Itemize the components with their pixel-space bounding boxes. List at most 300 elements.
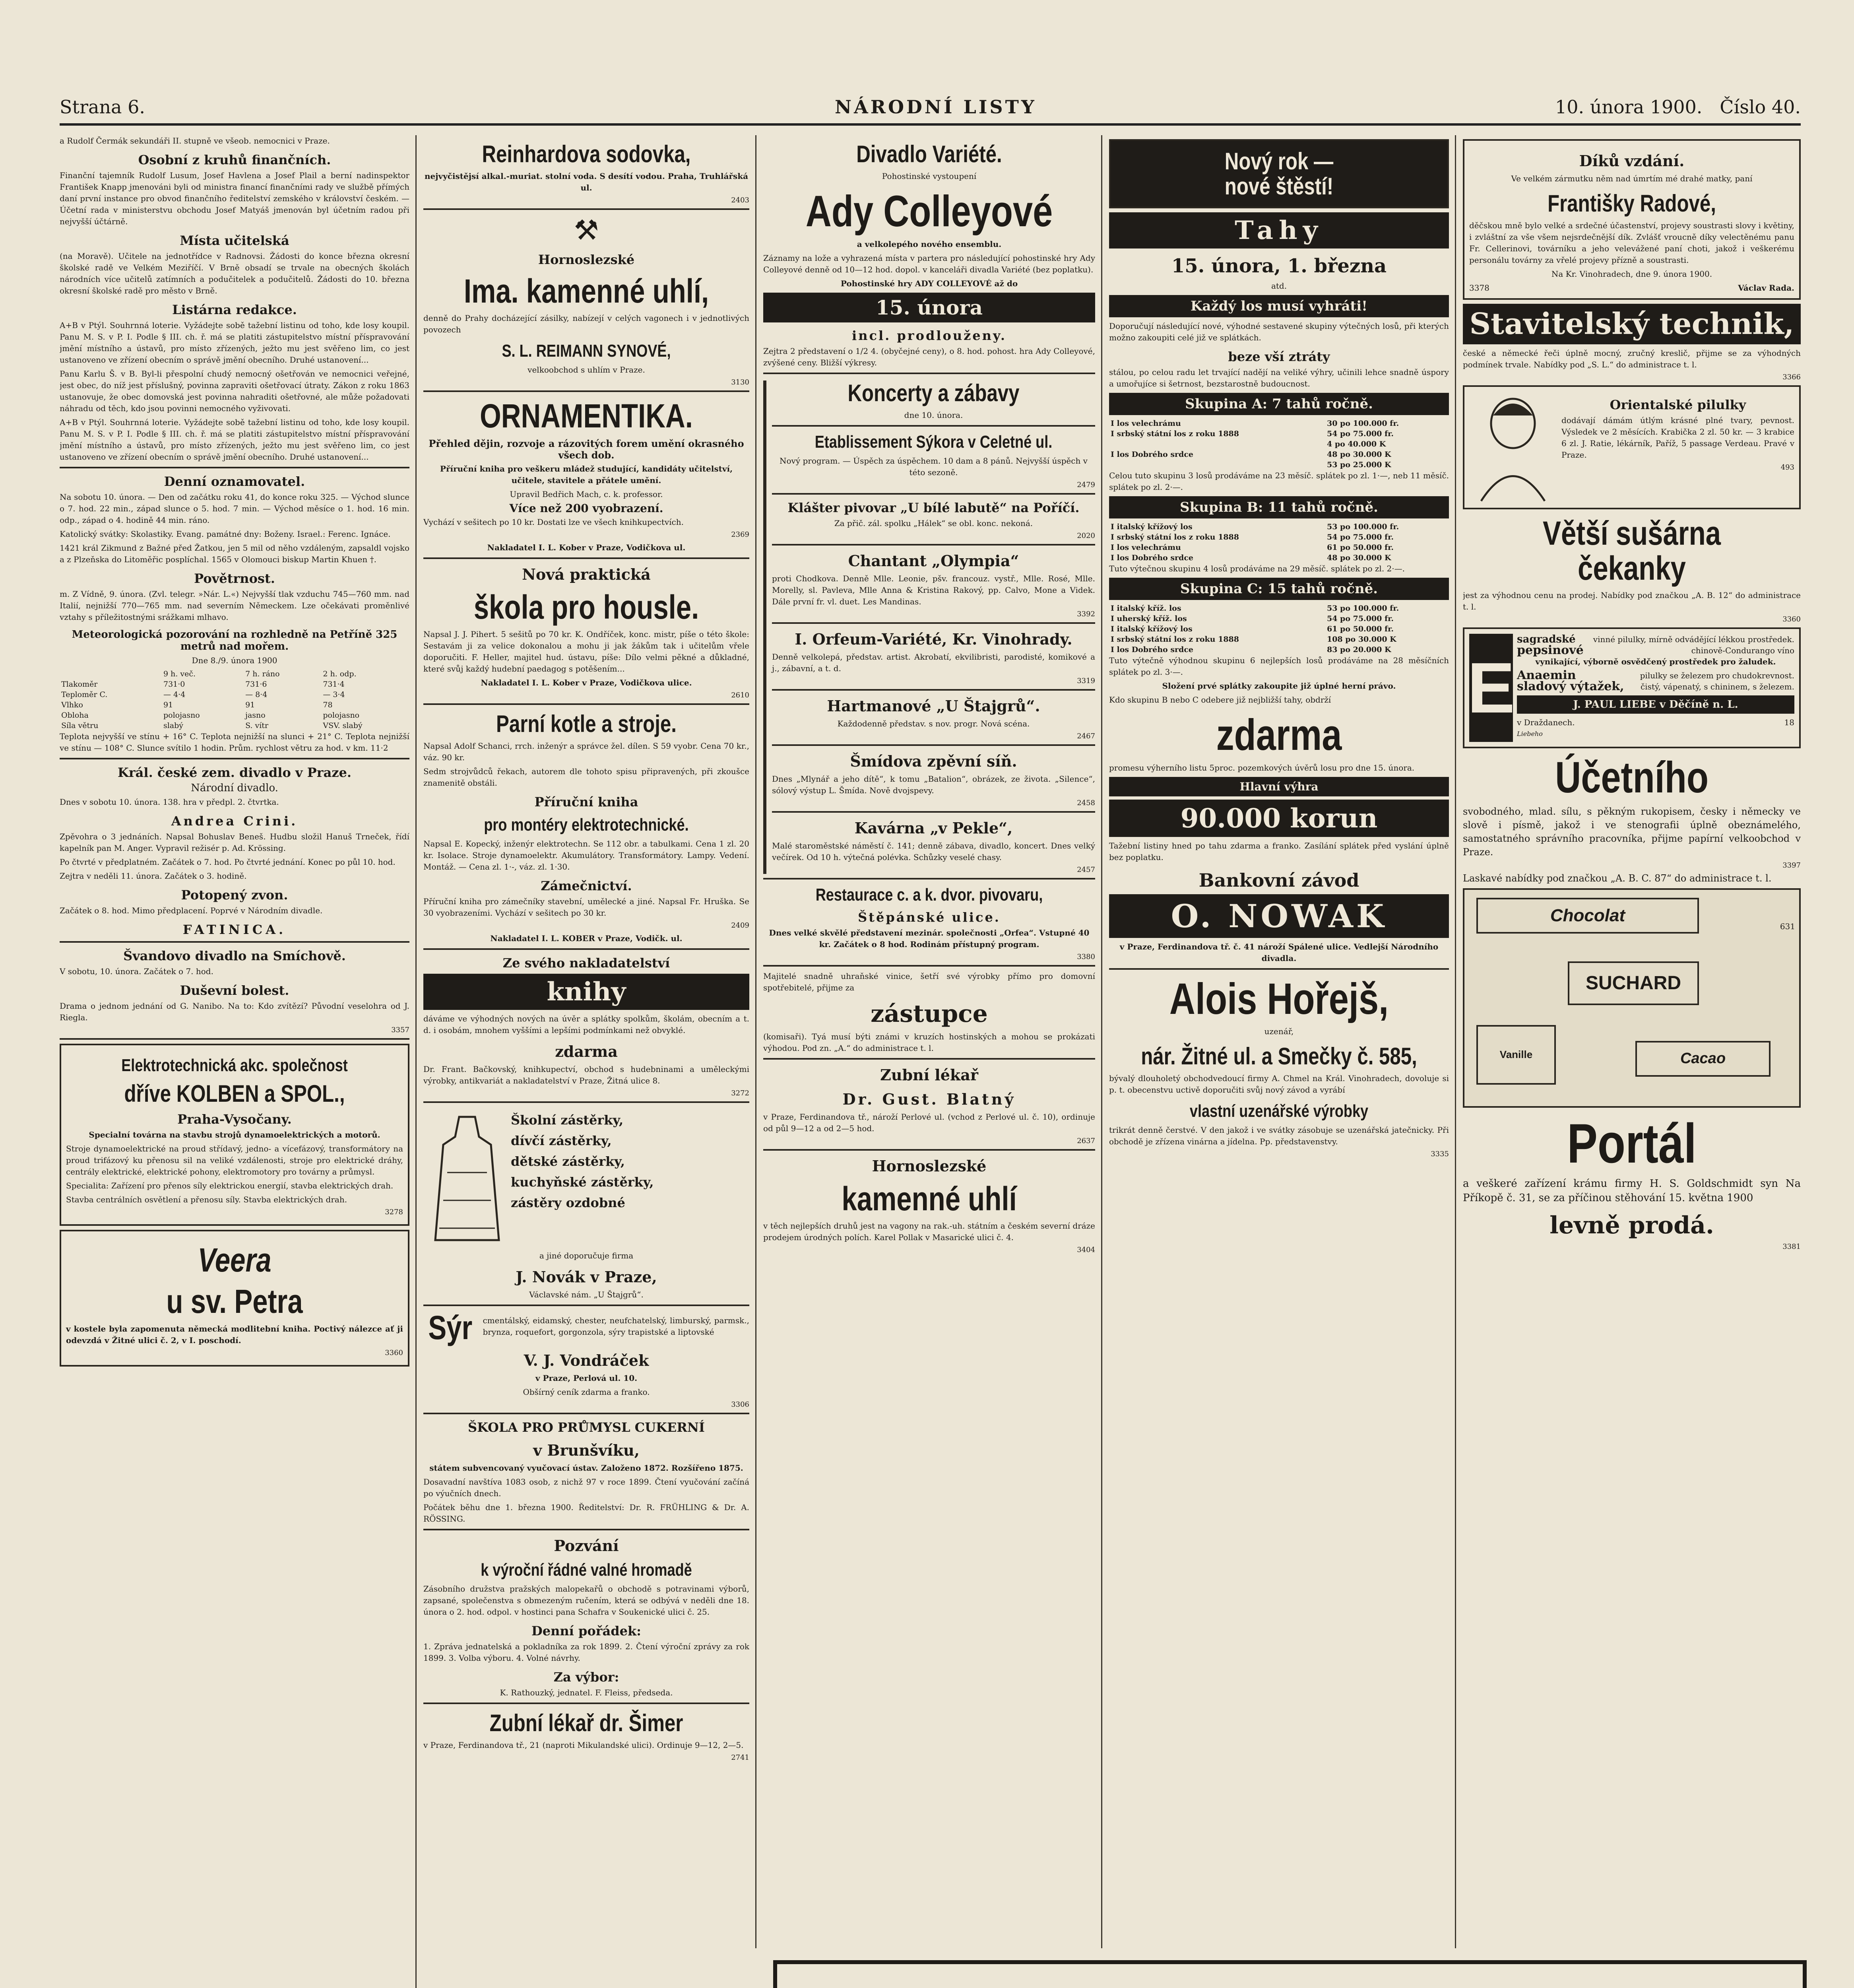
text-block: v kostele byla zapomenuta německá modlitební kniha. Poctivý nálezce ať ji odevzdá v Žitné ulici č. 2, v I. poschodí. (66, 1324, 403, 1345)
text-block: Nakladatel I. L. KOBER v Praze, Vodičk. ul. (490, 933, 683, 943)
column-3 (763, 135, 1095, 1948)
ad-subheading: Hlavní výhra (1109, 777, 1449, 796)
text-block: a jiné doporučuje firma (539, 1250, 634, 1260)
text-block: atd. (1271, 281, 1287, 291)
table-cell: 54 po 75.000 fr. (1327, 533, 1394, 542)
text-block: A+B v Ptýl. Souhrnná loterie. Vyžádejte sobě tažební listinu od toho, kde losy koupil. Panu M. S. v P. I. Podle § III. ch. ř. má se platiti zástupitelstvo místní příspravování jmění místního a ústavů, pro místo zřízených, ježto mu jest svěřeno lim, co jest ustanoveno ve zřízení obecním o správě jmění obecního. Druhé ustanovení... (60, 320, 409, 365)
text-block: Napsal Adolf Schanci, rrch. inženýr a správce žel. dílen. S 59 vyobr. Cena 70 kr., váz. 90 kr. (423, 741, 749, 762)
text-block: m. Z Vídně, 9. února. (Zvl. telegr. »Nár. L.«) Nejvyšší tlak vzduchu 745—760 mm. nad Italií, nejnižší 770—765 mm. nad severním Německem. Lze očekávati proměnlivé vztahy s příležitostnými srážkami mlhavo. (60, 589, 409, 622)
divider (772, 622, 1095, 624)
ad-headline: zástupce (871, 1000, 988, 1028)
text-block: promesu výherního listu 5proc. pozemkových úvěrů losu pro dne 15. února. (1109, 763, 1415, 773)
divider (60, 941, 409, 943)
page-number: Strana 6. (60, 96, 145, 118)
ad-headline: Větší sušárna čekanky (1543, 514, 1721, 587)
ad-headline: Reinhardova sodovka, (482, 141, 691, 167)
ad-line: Anaemin (1517, 668, 1576, 683)
ad-orient (1463, 385, 1801, 509)
ad-headline: vlastní uzenářské výrobky (1189, 1101, 1369, 1121)
letter-e-icon: E (1469, 634, 1513, 742)
ad-veera (60, 1230, 409, 1366)
text-block: Tuto výtečnou skupinu 4 losů prodáváme na 29 měsíč. splátek po zl. 2·—. (1109, 564, 1405, 573)
ad-subheading: J. Novák v Praze, (516, 1268, 657, 1286)
table-row (60, 710, 409, 720)
ad-headline: Ady Colleyové (805, 187, 1053, 236)
play-title: FATINICA. (182, 922, 287, 937)
text-block: vynikající, výborně osvědčený prostředek pro žaludek. (1535, 657, 1776, 667)
ad-headline: Restaurace c. a k. dvor. pivovaru, (815, 885, 1043, 905)
apron-illustration (423, 1107, 511, 1250)
ad-number: 2457 (1077, 865, 1095, 874)
table-cell: — 4·4 (163, 690, 186, 699)
liebe-row (1517, 681, 1794, 692)
ad-number: 2369 (731, 530, 749, 539)
text-block: Dnes velké skvělé představení mezinár. společnosti „Orfea“. Vstupné 40 kr. Začátek o 8 hod. Rodinám přístupný program. (769, 928, 1090, 949)
table-row (1109, 460, 1449, 470)
ad-headline: Sýr (428, 1309, 473, 1346)
table-cell: 61 po 50.000 fr. (1327, 625, 1394, 633)
lottery-table-a (1109, 418, 1449, 470)
divider (772, 744, 1095, 746)
ad-headline: Parní kotle a stroje. (496, 710, 677, 737)
text-block: 1. Zpráva jednatelská a pokladníka za rok 1899. 2. Čtení výroční zprávy za rok 1899. 3. Volba výboru. 4. Volné návrhy. (423, 1642, 749, 1663)
table-cell: VSV. slabý (323, 721, 363, 730)
text-block: denně do Prahy docházející zásilky, nabízejí v celých vagonech i v jednotlivých povozech (423, 313, 749, 335)
ad-subheading: I. Orfeum-Variété, Kr. Vinohrady. (795, 630, 1072, 648)
text-block: Zpěvohra o 3 jednáních. Napsal Bohuslav Beneš. Hudbu složil Hanuš Trneček, řídí kapelník pan M. Anger. Vypravil režisér p. Ad. Krössing. (60, 832, 409, 853)
text-block: dáváme ve výhodných nových na úvěr a splátky spolkům, školám, obecním a t. d. i osobám, mnohem vyššími a lepšími podmínkami než obvyklé. (423, 1013, 749, 1035)
ad-subheading: Zámečnictví. (541, 878, 632, 893)
liebe-text (1517, 634, 1794, 742)
text-block: Majitelé snadně uhraňské vinice, šetří své výrobky přímo pro domovní spotřebitelé, přijme za (763, 971, 1095, 992)
divider (423, 1413, 749, 1414)
table-cell: I los velechrámu (1111, 419, 1181, 428)
chocolat-label: Chocolat (1476, 898, 1699, 934)
ad-subheading: beze vší ztráty (1228, 349, 1330, 364)
text-block: Pohostinské vystoupení (882, 171, 977, 181)
table-row (1109, 613, 1449, 624)
ad-newyear-banner (1109, 139, 1449, 208)
text-block: jest za výhodnou cenu na prodej. Nabídky pod značkou „A. B. 12“ do administrace t. l. (1463, 590, 1801, 612)
ad-subheading: v Brunšvíku, (533, 1441, 640, 1460)
table-cell: 61 po 50.000 fr. (1327, 543, 1394, 552)
table-cell: Teploměr C. (61, 690, 108, 699)
table-row (1109, 553, 1449, 563)
ad-number: 3380 (1077, 952, 1095, 961)
divider (772, 493, 1095, 495)
table-cell: I los Dobrého srdce (1111, 645, 1193, 654)
text-block: a veškeré zařízení krámu firmy H. S. Goldschmidt syn Na Příkopě č. 31, se za příčinou stěhování 15. května 1900 (1463, 1177, 1801, 1204)
page-header (60, 91, 1801, 126)
text-block: v Praze, Ferdinandova tř. č. 41 nároží Spálené ulice. Vedlejší Národního divadla. (1119, 942, 1439, 963)
section-heading: Král. české zem. divadlo v Praze. (118, 765, 351, 780)
text-block: v Draždanech. (1517, 718, 1575, 728)
ad-line: zástěry ozdobné (511, 1195, 625, 1210)
table-row (1109, 603, 1449, 613)
ad-headline: Ima. kamenné uhlí, (464, 272, 709, 310)
text-block: Napsal E. Kopecký, inženýr elektrotechn. Se 112 obr. a tabulkami. Cena 1 zl. 20 kr. Isolace. Stroje dynamoelektr. Akumulátory. Transformátory. Lampy. Vedení. Montáž. — Cena zl. 1·-, váz. zl. 1·30. (423, 839, 749, 872)
orient-text (1561, 392, 1794, 503)
text-block: chinově-Condurango víno (1691, 646, 1794, 656)
ad-headline: Každý los musí vyhráti! (1109, 295, 1449, 317)
brand-name: Liebeho (1517, 730, 1543, 738)
table-cell: 91 (163, 701, 173, 709)
text-block: Doporučují následující nové, výhodné sestavené skupiny výtečných losů, při kterých možno zakoupiti celé již ve splátkách. (1109, 321, 1449, 342)
ad-headline: u sv. Petra (166, 1283, 303, 1320)
obituary-thanks-notice (773, 1960, 1807, 1988)
ad-headline: Portál (1567, 1112, 1697, 1175)
divider (423, 703, 749, 705)
text-block: svobodného, mlad. sílu, s pěkným rukopisem, česky i německy ve slově i písmě, jakož i ve stenografii úplně obeznámelého, samostatného správního pracovníka, přijme papírní velkoobchod v Praze. (1463, 806, 1801, 858)
text-block: Vychází v sešitech po 10 kr. Dostati lze ve všech knihkupectvích. (423, 517, 684, 527)
text-block: Teplota nejvyšší ve stínu + 16° C. Teplota nejnižší na slunci + 21° C. Teplota nejnižší ve stínu — 108° C. Slunce svítilo 1 hodin. Prům. rychlost větru za hod. v km. 11·2 (60, 732, 409, 753)
ad-subheading: Pozvání (554, 1537, 619, 1555)
text-block: Začátek o 8. hod. Mimo předplacení. Poprvé v Národním divadle. (60, 906, 323, 915)
text-block: Každodenně představ. s nov. progr. Nová scéna. (837, 718, 1030, 728)
table-cell: S. vítr (245, 721, 269, 730)
table-cell: I srbský státní los z roku 1888 (1111, 635, 1239, 644)
ad-number: 3335 (1431, 1150, 1449, 1159)
text-block: Nový program. — Úspěch za úspěchem. 10 dam a 8 pánů. Nejvyšší úspěch v této sezoně. (780, 456, 1088, 477)
text-block: bývalý dlouholetý obchodvedoucí firmy A. Chmel na Král. Vinohradech, dovoluje si p. t. obecenstvu uctivě doporučiti svůj nový závod a vyrábí (1109, 1074, 1449, 1095)
table-cell: 91 (245, 701, 255, 709)
text-block: cmentálský, eidamský, chester, neufchatelský, limburský, parmsk., brynza, roquefort, gorgonzola, sýry trapistské a liptovské (483, 1316, 749, 1337)
ad-subheading: Štěpánské ulice. (858, 909, 1001, 925)
text-block: Dnes v sobotu 10. února. 138. hra v předpl. 2. čtvrtka. (60, 797, 279, 807)
text-block: Tažební listiny hned po tahu zdarma a franko. Zasílání splátek před vyslání úplně bez poplatku. (1109, 841, 1449, 862)
divider (763, 1149, 1095, 1151)
ad-headline: Divadlo Variété. (856, 141, 1002, 167)
text-block: K. Rathouzký, jednatel. F. Fleiss, předseda. (500, 1688, 673, 1698)
text-block: vinné pilulky, mírně odvádějící lékkou prostředek. (1593, 635, 1794, 645)
column-rule (415, 135, 417, 1988)
hammers-icon: ⚒ (574, 214, 599, 247)
ad-headline: Veera (198, 1241, 272, 1279)
text-block: Malé staroměstské náměstí č. 141; denně zábava, divadlo, koncert. Dnes velký večírek. Od 10 h. výtečná polévka. Schůzky veselé chasy. (772, 841, 1095, 862)
ad-headline: kamenné uhlí (842, 1180, 1017, 1217)
text-block: Obšírný ceník zdarma a franko. (523, 1387, 650, 1397)
section-heading: Osobní z kruhů finančních. (138, 152, 331, 167)
ad-subheading: Chantant „Olympia“ (848, 551, 1019, 570)
divider (763, 373, 1095, 374)
table-cell: Síla větru (61, 721, 99, 730)
table-row (1109, 418, 1449, 429)
table-cell: 2 h. odp. (323, 670, 357, 678)
subheading: Národní divadlo. (191, 782, 278, 794)
vanille-label: Vanille (1476, 1025, 1556, 1085)
text-block: pilulky se železem pro chudokrevnost. (1640, 671, 1794, 681)
ad-number: 2467 (1077, 732, 1095, 740)
text-block: Stavba centrálních osvětlení a přenosu síly. Stavba elektrických drah. (66, 1195, 347, 1205)
text-block: Příruční kniha pro zámečníky stavební, umělecké a jiné. Napsal Fr. Hruška. Se 30 vyobrazeními. Vychází v sešitech po 30 kr. (423, 896, 749, 918)
table-cell: 48 po 30.000 K (1327, 450, 1391, 459)
ad-line: sladový výtažek, (1517, 679, 1624, 694)
text-block: české a německé řeči úplně mocný, zručný kreslič, přijme se za výhodných podmínek trvale. Nabídky pod „S. L.“ do administrace t. l. (1463, 348, 1801, 369)
ad-line: dětské zástěrky, (511, 1153, 625, 1169)
ad-number: 3392 (1077, 610, 1095, 618)
table-cell: 731·4 (323, 680, 345, 689)
text-block: čistý, vápenatý, s chininem, s železem. (1640, 682, 1794, 692)
text-block: trikrát denně čerstvé. V den jakož i ve svátky zásobuje se uzenářská jatečnicky. Při obchodě je zřízena vinárna a jídelna. Pp. představenstvy. (1109, 1125, 1449, 1147)
table-cell: polojasno (163, 711, 200, 720)
group-heading: Skupina C: 15 tahů ročně. (1109, 578, 1449, 600)
table-row (1109, 634, 1449, 645)
text-block: Václavské nám. „U Štajgrů“. (529, 1289, 644, 1299)
ad-headline: Františky Radové, (1548, 190, 1716, 217)
text-block: Po čtvrté v předplatném. Začátek o 7. hod. Po čtvrté jednání. Konec po půl 10. hod. (60, 857, 396, 867)
text-block: Tuto výtečně výhodnou skupinu 6 nejlepších losů prodáváme na 28 měsíčních splátek po zl. 3·—. (1109, 656, 1449, 677)
ad-subheading: ŠKOLA PRO PRŮMYSL CUKERNÍ (467, 1420, 705, 1435)
ad-headline: 90.000 korun (1109, 800, 1449, 837)
table-cell: 731·6 (245, 680, 267, 689)
ad-number: 493 (1780, 463, 1794, 472)
text-block: dodávají dámám útlým krásné plné tvary, pevnost. Výsledek ve 2 měsících. Krabička 2 zl. 50 kr. — 3 krabice 6 zl. J. Ratie, lékárník, Paříž, 5 passage Verdeau. Pravé v Praze. (1561, 415, 1794, 460)
lottery-table-b (1109, 522, 1449, 563)
text-block: Pohostinské hry ADY COLLEYOVÉ až do (840, 278, 1018, 288)
ad-number: 3360 (385, 1348, 403, 1357)
text-block: uzenář, (1264, 1027, 1294, 1036)
section-heading: Povětrnost. (194, 571, 275, 586)
ad-headline: Stavitelský technik, (1463, 304, 1801, 344)
table-cell: I srbský státní los z roku 1888 (1111, 429, 1239, 438)
text-block: Dnes „Mlynář a jeho dítě“, k tomu „Batalion“, obrázek, ze života. „Silence“, sólový výstup L. Šmída. Nově dvojspevy. (772, 774, 1095, 795)
ad-number: 2458 (1077, 798, 1095, 807)
table-cell (1109, 439, 1325, 449)
ad-headline: pro montéry elektrotechnické. (484, 815, 689, 835)
text-block: Laskavé nabídky pod značkou „A. B. C. 87“ do administrace t. l. (1463, 872, 1772, 884)
table-cell: Tlakoměr (61, 680, 98, 689)
ad-subheading: V. J. Vondráček (524, 1351, 649, 1370)
ad-number: 3381 (1782, 1242, 1801, 1251)
ad-headline: 15. února (763, 293, 1095, 322)
divider (772, 544, 1095, 546)
text-block: Záznamy na lože a vyhrazená místa v partera pro následující pohostinské hry Ady Colleyové denně od 10—12 hod. dopol. v kanceláři divadla Variété (bez poplatku). (763, 253, 1095, 274)
table-cell: I italský křížový los (1111, 522, 1193, 531)
text-block: Specialita: Zařízení pro přenos síly elektrickou energií, stavba elektrických drah. (66, 1181, 394, 1191)
divider (772, 425, 1095, 427)
table-row (1109, 449, 1449, 460)
suchard-label: SUCHARD (1568, 961, 1699, 1005)
column-rule (1455, 135, 1456, 1948)
table-row (1109, 624, 1449, 634)
ad-number: 18 (1784, 718, 1794, 728)
divider (423, 1529, 749, 1530)
ad-subheading: Šmídova zpěvní síň. (850, 752, 1017, 770)
play-title: Duševní bolest. (180, 983, 289, 998)
ad-headline: Tahy (1109, 212, 1449, 248)
text-block: Nakladatel I. L. Kober v Praze, Vodičkova ul. (487, 542, 686, 552)
text-block: Na Kr. Vinohradech, dne 9. února 1900. (1551, 269, 1712, 279)
ad-subheading: zdarma (555, 1042, 618, 1060)
divider (423, 1305, 749, 1306)
text-block: Celou tuto skupinu 3 losů prodáváme na 23 měsíč. splátek po zl. 1·—, neb 11 měsíč. splátek po zl. 2·—. (1109, 471, 1449, 492)
ad-headline: Etablissement Sýkora v Celetné ul. (815, 432, 1053, 452)
table-cell: 53 po 25.000 K (1327, 460, 1391, 469)
signature-row (1469, 282, 1794, 293)
ad-number: 3378 (1469, 283, 1489, 293)
divider (423, 390, 749, 392)
text-block: Napsal J. J. Pihert. 5 sešitů po 70 kr. K. Ondříček, konc. mistr, píše o této škole: Sestavám ji za velice dokonalou a mohu ji jak žákům tak i učitelům vřele doporučiti. F. Heller, majitel hud. ústavu, píše: Dílo velmi pěkné a důkladné, které svůj každý hudební paedagog s potěšením... (423, 629, 749, 674)
ad-subheading: Denní pořádek: (531, 1623, 641, 1639)
ad-number: 3272 (731, 1089, 749, 1097)
table-cell: 54 po 75.000 fr. (1327, 429, 1394, 438)
text-block: státem subvencovaný vyučovací ústav. Založeno 1872. Rozšířeno 1875. (429, 1463, 743, 1473)
table-cell: Oblohа (61, 711, 89, 720)
ad-number: 631 (1780, 921, 1795, 931)
text-block: Za přič. zál. spolku „Hálek“ se obl. konc. nekoná. (834, 518, 1033, 528)
divider (763, 965, 1095, 967)
table-cell: 48 po 30.000 K (1327, 553, 1391, 562)
text-block: Upravil Bedřich Mach, c. k. professor. (510, 489, 663, 499)
dress-icon (431, 1113, 503, 1244)
table-cell: I italský křížový los (1111, 625, 1193, 633)
ad-subheading: Hornoslezské (538, 252, 635, 267)
table-row (60, 720, 409, 731)
text-block: Stroje dynamoelektrické na proud střídavý, jedno- a vícefázový, transformátory na proud trifázový ku přenosu sil na veliké vzdálenosti, stroje pro elektrické dráhy, centrály elektrické, elektrické pohony, elektromotory pro továrny a průmysl. (66, 1144, 403, 1177)
text-block: Více než 200 vyobrazení. (509, 501, 663, 515)
table-row (60, 700, 409, 710)
ad-subheading: Příruční kniha (534, 794, 638, 810)
column-rule (1101, 135, 1102, 1948)
text-block: Dosavadní navštíva 1083 osob, z nichž 97 v roce 1899. Čtení vyučování začíná po výučních dnech. (423, 1477, 749, 1499)
table-row (1109, 439, 1449, 449)
group-heading: Skupina B: 11 tahů ročně. (1109, 496, 1449, 518)
text-block: Ve velkém zármutku něm nad úmrtím mé drahé matky, paní (1511, 174, 1753, 183)
text-block: a Rudolf Čermák sekundáři II. stupně ve všeob. nemocnici v Praze. (60, 136, 330, 146)
ad-line: pepsinové (1517, 643, 1584, 658)
ad-headline: S. L. REIMANN SYNOVÉ, (502, 341, 671, 361)
ad-subheading: J. PAUL LIEBE v Děčíně n. L. (1517, 695, 1794, 714)
text-block: A+B v Ptýl. Souhrnná loterie. Vyžádejte sobě tažební listinu od toho, kde losy koupil. Panu M. S. v P. I. Podle § III. ch. ř. má se platiti zástupitelstvo místní příspravování jmění místního a ústavů, pro místo zřízených, ježto mu jest svěřeno lim, co jest ustanoveno ve zřízení obecním o správě jmění obecního. Druhé ustanovení... (60, 417, 409, 462)
table-row (1109, 542, 1449, 553)
table-cell: 7 h. ráno (245, 670, 280, 678)
table-cell: Vlhko (61, 701, 83, 709)
table-row (1109, 429, 1449, 439)
table-row (60, 669, 409, 679)
column-4 (1109, 135, 1449, 1948)
table-row (1109, 522, 1449, 532)
table-cell: I italský kříž. los (1111, 604, 1181, 613)
weather-table (60, 669, 409, 731)
table-cell: 53 po 100.000 fr. (1327, 604, 1399, 613)
text-block: v těch nejlepších druhů jest na vagony na rak.-uh. státním a českém severní dráze prodejem úrodných polích. Karel Pollak v Masarické ulici č. 4. (763, 1221, 1095, 1242)
ad-number: 2479 (1077, 480, 1095, 489)
ad-headline: Nový rok — (1224, 148, 1334, 175)
ad-number: 3397 (1782, 861, 1801, 870)
newspaper-title: NÁRODNÍ LISTY (835, 96, 1037, 118)
text-block: proti Chodkova. Denně Mlle. Leonie, pšv. francouz. vystř., Mlle. Rosé, Mlle. Morelly, sl. Pavleva, Mlle Anna & Kristina Rakový, pp. Calvo, Mone a Videk. Dále první fr. vl. duet. Les Mandinas. (772, 573, 1095, 606)
divider (423, 1703, 749, 1704)
table-cell: 108 po 30.000 K (1327, 635, 1396, 644)
text-block: nejvyčistějsí alkal.-muriat. stolní voda. S desítí vodou. Praha, Truhlářská ul. (424, 171, 749, 192)
ad-number: 2403 (731, 196, 749, 204)
ad-headline: Účetního (1555, 753, 1709, 802)
text-block: Přehled dějin, rozvoje a rázovitých forem umění okrasného všech dob. (429, 437, 744, 461)
ad-headline: nár. Žitné ul. a Smečky č. 585, (1141, 1043, 1417, 1070)
ad-subheading: Hornoslezské (872, 1157, 987, 1175)
ad-number: 3306 (731, 1400, 749, 1409)
ad-subheading: Praha-Vysočany. (177, 1112, 292, 1127)
column-2 (423, 135, 749, 1988)
ad-subheading: Orientalské pilulky (1610, 397, 1746, 412)
text-block: (na Moravě). Učitele na jednotřídce v Radnovsi. Žádosti do konce března okresní školské radě ve Velkém Meziříčí. V Brně obsadí se trvale na obecných školách národních více učitelů zatímních a podučitelek a podučitelů. Žádosti do 10. března okresní školské radě pro město v Brně. (60, 251, 409, 295)
text-block: dne 10. února. (904, 410, 963, 420)
ad-headline: Dr. Gust. Blatný (842, 1090, 1016, 1108)
table-cell: 4 po 40.000 K (1327, 440, 1386, 448)
divider (1109, 968, 1449, 970)
ad-subheading: incl. prodlouženy. (852, 328, 1007, 343)
ad-subheading: Bankovní závod (1199, 869, 1359, 891)
ad-headline: k výroční řádné valné hromadě (481, 1560, 692, 1580)
table-cell: 83 po 20.000 K (1327, 645, 1391, 654)
ad-headline: Zubní lékař dr. Šimer (489, 1710, 683, 1737)
play-title: Potopený zvon. (181, 887, 288, 903)
ad-liebe (1463, 627, 1801, 748)
ad-headline: ORNAMENTIKA. (480, 397, 693, 435)
divider (60, 758, 409, 759)
ad-subheading: Hartmanové „U Štajgrů“. (827, 697, 1040, 715)
divider (423, 557, 749, 559)
table-cell: I los velechrámu (1111, 543, 1181, 552)
ad-subheading: Ze svého nakladatelství (502, 955, 670, 971)
table-cell: 30 po 100.000 fr. (1327, 419, 1399, 428)
column-rule (755, 135, 756, 1948)
ad-headline: Alois Hořejš, (1169, 974, 1389, 1023)
ad-number: 3130 (731, 378, 749, 387)
divider (763, 878, 1095, 879)
lottery-table-c (1109, 603, 1449, 655)
ad-suchard (1463, 888, 1801, 1108)
text-block: Denně velkolepá, představ. artist. Akrobatí, ekvilibristi, parodisté, komikové a j., zábavní, a t. d. (772, 652, 1095, 673)
ad-number: 2637 (1077, 1136, 1095, 1145)
table-cell: 731·0 (163, 680, 185, 689)
ad-headline: levně prodá. (1550, 1211, 1714, 1239)
ad-number: 3360 (1782, 615, 1801, 624)
ad-cheese (423, 1310, 749, 1345)
ad-number: 2610 (731, 691, 749, 699)
text-block: Složení prvé splátky zakoupite již úplné herní právo. (1162, 681, 1396, 691)
ad-headline: škola pro housle. (473, 588, 699, 626)
liebe-row (1517, 645, 1794, 656)
divider (423, 208, 749, 210)
ad-aprons (423, 1107, 749, 1250)
column-1 (60, 135, 409, 1988)
section-heading: Listárna redakce. (172, 302, 297, 317)
ad-number: 3404 (1077, 1246, 1095, 1254)
ad-subheading: Klášter pivovar „U bílé labutě“ na Poříčí. (787, 500, 1080, 515)
divider (423, 948, 749, 950)
ad-headline: nové štěstí! (1224, 173, 1334, 200)
text-block: Dr. Frant. Bačkovský, knihkupectví, obchod s hudebninami a uměleckými výrobky, antikvariát a nakladatelství v Praze, Žitná ulice 8. (423, 1064, 749, 1085)
text-block: v Praze, Ferdinandova tř., 21 (naproti Mikulandské ulici). Ordinuje 9—12, 2—5. (423, 1740, 744, 1750)
ad-subheading: Kavárna „v Pekle“, (854, 819, 1013, 837)
divider (763, 1058, 1095, 1060)
ad-headline: Koncerty a zábavy (847, 379, 1020, 406)
text-block: Sedm strojvůdců řekach, autorem dle tohoto spisu připravených, při zkoušce znamenitě obstáli. (423, 766, 749, 788)
ad-number: 2741 (731, 1753, 749, 1762)
table-cell: slabý (163, 721, 184, 730)
ad-headline: O. NOWAK (1109, 894, 1449, 938)
text-block: V sobotu, 10. února. Začátek o 7. hod. (60, 967, 213, 976)
ad-line: kuchyňské zástěrky, (511, 1174, 654, 1190)
text-block: Na sobotu 10. února. — Den od začátku roku 41, do konce roku 325. — Východ slunce o 7. hod. 22 min., západ slunce o 5. hod. 7 min. — Východ měsíce o 1. hod. 16 min. odp., západ o 4. hodině 44 min. ráno. (60, 492, 409, 525)
text-block: velkoobchod s uhlím v Praze. (527, 365, 645, 375)
ad-subheading: 15. února, 1. března (1171, 255, 1387, 277)
ad-line: Školní zástěrky, (511, 1112, 624, 1128)
ad-number: 3278 (385, 1208, 403, 1217)
table-cell: 54 po 75.000 fr. (1327, 614, 1394, 623)
text-block: Počátek běhu dne 1. března 1900. Ředitelství: Dr. R. FRÜHLING & Dr. A. RÖSSING. (423, 1503, 749, 1524)
